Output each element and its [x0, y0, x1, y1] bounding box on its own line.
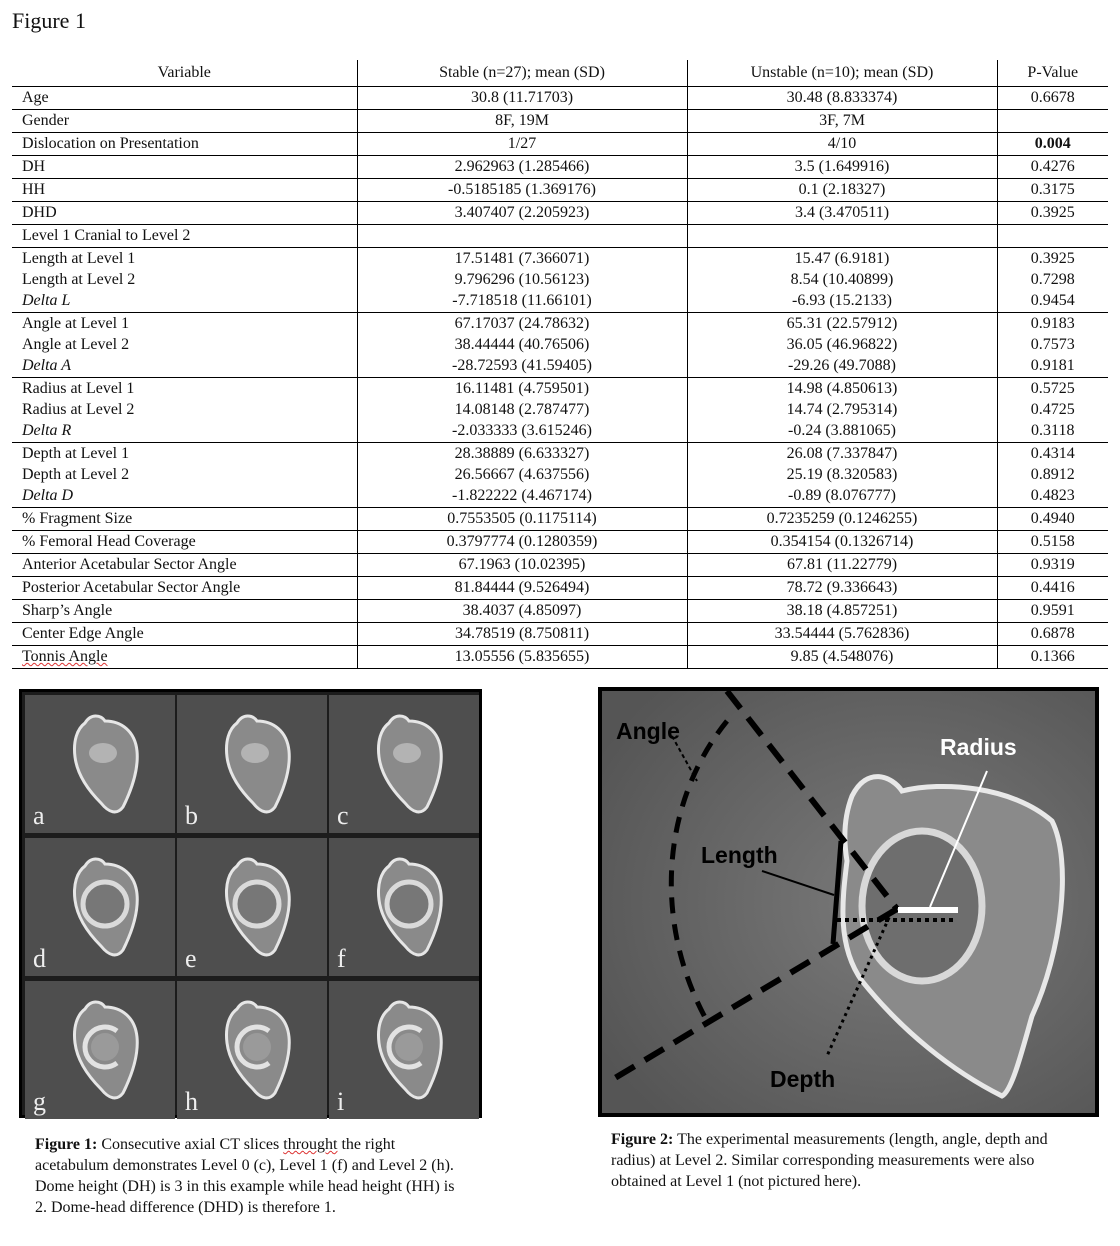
header-unstable: Unstable (n=10); mean (SD) [687, 60, 997, 87]
pvalue-cell: 0.4940 [997, 508, 1108, 531]
variable-cell: Angle at Level 1 [22, 315, 130, 332]
pvalue-cell: 0.1366 [997, 646, 1108, 669]
variable-cell: HH [12, 179, 357, 202]
ct-slice-image [329, 981, 479, 1119]
table-row [12, 485, 1108, 508]
header-variable: Variable [12, 60, 357, 87]
table-body [12, 87, 1108, 669]
header-stable: Stable (n=27); mean (SD) [357, 60, 687, 87]
variable-cell: Angle at Level 2 [22, 336, 130, 353]
header-pvalue: P-Value [997, 60, 1108, 87]
stable-cell: 81.84444 (9.526494) [357, 577, 687, 600]
variable-cell: Anterior Acetabular Sector Angle [12, 554, 357, 577]
unstable-cell: 3.5 (1.649916) [687, 156, 997, 179]
pvalue-cell: 0.9591 [997, 600, 1108, 623]
stable-cell: 16.11481 (4.759501) [357, 378, 687, 400]
stable-cell: 3.407407 (2.205923) [357, 202, 687, 225]
table-row [12, 179, 1108, 202]
stable-cell [357, 225, 687, 248]
ct-slice-image [25, 838, 175, 976]
pvalue-cell: 0.3175 [997, 179, 1108, 202]
figure1-caption-label: Figure 1: [35, 1136, 98, 1153]
figure1-caption-post: the right acetabulum demonstrates Level 0 (c), Level 1 (f) and Level 2 (h). Dome height (DH) is 3 in this example while head height (HH) is 2. Dome-head difference (DHD) is therefore 1. [35, 1136, 455, 1216]
unstable-cell: 30.48 (8.833374) [687, 87, 997, 110]
unstable-cell: 3.4 (3.470511) [687, 202, 997, 225]
table-row [12, 531, 1108, 554]
pvalue-cell: 0.9319 [997, 554, 1108, 577]
table-row [12, 290, 1108, 313]
unstable-cell: 0.7235259 (0.1246255) [687, 508, 997, 531]
stable-cell: 14.08148 (2.787477) [357, 399, 687, 420]
figure-title: Figure 1 [12, 8, 86, 33]
pvalue-cell: 0.6678 [997, 87, 1108, 110]
table-row [12, 420, 1108, 443]
pvalue-cell: 0.4416 [997, 577, 1108, 600]
table-row [12, 623, 1108, 646]
stable-cell: 26.56667 (4.637556) [357, 464, 687, 485]
ct-slice-e [177, 838, 327, 976]
ct-slice-i [329, 981, 479, 1119]
ct-slice-label: c [337, 801, 349, 830]
pvalue-cell: 0.4276 [997, 156, 1108, 179]
pvalue-cell: 0.7298 [997, 269, 1108, 290]
pvalue-cell: 0.9181 [997, 355, 1108, 378]
stable-cell: 28.38889 (6.633327) [357, 443, 687, 465]
stable-cell: 2.962963 (1.285466) [357, 156, 687, 179]
ct-slice-g [25, 981, 175, 1119]
stable-cell: 30.8 (11.71703) [357, 87, 687, 110]
variable-cell: Gender [12, 110, 357, 133]
unstable-cell: 14.98 (4.850613) [687, 378, 997, 400]
ct-slice-label: i [337, 1087, 345, 1116]
stable-cell: -2.033333 (3.615246) [357, 420, 687, 443]
table-row [12, 225, 1108, 248]
unstable-cell: 33.54444 (5.762836) [687, 623, 997, 646]
variable-cell: Depth at Level 2 [22, 466, 130, 483]
figure2-caption-text: The experimental measurements (length, angle, depth and radius) at Level 2. Similar corresponding measurements were also obtained at Level 1 (not pictured here). [611, 1131, 1048, 1190]
stable-cell: 38.4037 (4.85097) [357, 600, 687, 623]
table-row [12, 646, 1108, 669]
table-row [12, 133, 1108, 156]
ct-slice-a [25, 695, 175, 833]
results-table [12, 60, 1108, 669]
pvalue-cell: 0.7573 [997, 334, 1108, 355]
table-row [12, 378, 1108, 400]
ct-slice-label: a [33, 801, 45, 830]
pvalue-cell: 0.004 [997, 133, 1108, 156]
stable-cell: -1.822222 (4.467174) [357, 485, 687, 508]
pvalue-cell [997, 225, 1108, 248]
variable-cell: % Femoral Head Coverage [12, 531, 357, 554]
pvalue-cell: 0.4725 [997, 399, 1108, 420]
table-row [12, 334, 1108, 355]
variable-cell: Dislocation on Presentation [12, 133, 357, 156]
ct-slice-label: f [337, 944, 346, 973]
pvalue-cell: 0.3925 [997, 202, 1108, 225]
unstable-cell: 14.74 (2.795314) [687, 399, 997, 420]
figure2-measurement-image [598, 687, 1099, 1117]
pvalue-cell: 0.5158 [997, 531, 1108, 554]
pvalue-cell: 0.4823 [997, 485, 1108, 508]
table-row [12, 110, 1108, 133]
pvalue-cell: 0.9183 [997, 313, 1108, 335]
variable-cell: Level 1 Cranial to Level 2 [12, 225, 357, 248]
ct-slice-label: d [33, 944, 46, 973]
pvalue-cell: 0.3118 [997, 420, 1108, 443]
pvalue-cell: 0.6878 [997, 623, 1108, 646]
unstable-cell: 0.1 (2.18327) [687, 179, 997, 202]
unstable-cell: 15.47 (6.9181) [687, 248, 997, 270]
ct-slice-image [177, 838, 327, 976]
stable-cell: 17.51481 (7.366071) [357, 248, 687, 270]
unstable-cell: 25.19 (8.320583) [687, 464, 997, 485]
pvalue-cell: 0.9454 [997, 290, 1108, 313]
table-row [12, 577, 1108, 600]
table-row [12, 156, 1108, 179]
unstable-cell: 38.18 (4.857251) [687, 600, 997, 623]
unstable-cell: 67.81 (11.22779) [687, 554, 997, 577]
variable-cell: Depth at Level 1 [22, 445, 130, 462]
ct-slice-image [177, 981, 327, 1119]
table-row [12, 443, 1108, 465]
unstable-cell: 26.08 (7.337847) [687, 443, 997, 465]
variable-cell: Tonnis Angle [12, 646, 357, 669]
ct-slice-f [329, 838, 479, 976]
table-row [12, 87, 1108, 110]
stable-cell: 0.7553505 (0.1175114) [357, 508, 687, 531]
variable-cell: Length at Level 1 [22, 250, 136, 267]
ct-slice-label: e [185, 944, 197, 973]
figure1-caption [35, 1134, 465, 1218]
table-row [12, 600, 1108, 623]
stable-cell: -0.5185185 (1.369176) [357, 179, 687, 202]
unstable-cell: 0.354154 (0.1326714) [687, 531, 997, 554]
ct-slice-h [177, 981, 327, 1119]
angle-label: Angle [616, 718, 680, 744]
table-row [12, 508, 1108, 531]
figure2-caption-label: Figure 2: [611, 1131, 674, 1148]
unstable-cell: -0.24 (3.881065) [687, 420, 997, 443]
variable-cell: Length at Level 2 [22, 271, 136, 288]
femoral-head [862, 831, 982, 981]
variable-cell: Center Edge Angle [12, 623, 357, 646]
table-row [12, 355, 1108, 378]
variable-cell: Delta L [12, 290, 357, 313]
ct-slice-label: b [185, 801, 198, 830]
stable-cell: 34.78519 (8.750811) [357, 623, 687, 646]
table-row [12, 248, 1108, 270]
variable-cell: Delta R [12, 420, 357, 443]
figure1-caption-pre: Consecutive axial CT slices [97, 1136, 284, 1153]
stable-cell: 9.796296 (10.56123) [357, 269, 687, 290]
stable-cell: 67.17037 (24.78632) [357, 313, 687, 335]
ct-slice-label: g [33, 1087, 46, 1116]
table-header-row [12, 60, 1108, 87]
pvalue-cell [997, 110, 1108, 133]
stable-cell: 0.3797774 (0.1280359) [357, 531, 687, 554]
figure1-caption-misspelled: throught [283, 1136, 338, 1153]
stable-cell: 13.05556 (5.835655) [357, 646, 687, 669]
unstable-cell: -0.89 (8.076777) [687, 485, 997, 508]
table-row [12, 313, 1108, 335]
ct-slice-c [329, 695, 479, 833]
stable-cell: 38.44444 (40.76506) [357, 334, 687, 355]
ct-slice-b [177, 695, 327, 833]
pvalue-cell: 0.3925 [997, 248, 1108, 270]
table-row [12, 464, 1108, 485]
unstable-cell: 36.05 (46.96822) [687, 334, 997, 355]
pvalue-cell: 0.8912 [997, 464, 1108, 485]
unstable-cell: 4/10 [687, 133, 997, 156]
stable-cell: 1/27 [357, 133, 687, 156]
variable-cell: Posterior Acetabular Sector Angle [12, 577, 357, 600]
variable-cell: DHD [12, 202, 357, 225]
unstable-cell: 9.85 (4.548076) [687, 646, 997, 669]
unstable-cell: 65.31 (22.57912) [687, 313, 997, 335]
figure1-ct-grid [19, 689, 482, 1118]
figure2-drawing [602, 691, 1095, 1113]
variable-cell: DH [12, 156, 357, 179]
figure2-caption [611, 1129, 1086, 1192]
depth-label: Depth [770, 1066, 836, 1092]
variable-cell: Sharp’s Angle [12, 600, 357, 623]
variable-cell: Radius at Level 1 [22, 380, 135, 397]
stable-cell: -7.718518 (11.66101) [357, 290, 687, 313]
ct-slice-image [329, 695, 479, 833]
variable-cell: % Fragment Size [12, 508, 357, 531]
unstable-cell: -6.93 (15.2133) [687, 290, 997, 313]
stable-cell: 67.1963 (10.02395) [357, 554, 687, 577]
variable-cell: Delta D [12, 485, 357, 508]
radius-label: Radius [940, 734, 1017, 760]
stable-cell: 8F, 19M [357, 110, 687, 133]
ct-slice-image [25, 981, 175, 1119]
unstable-cell: 8.54 (10.40899) [687, 269, 997, 290]
ct-slice-image [25, 695, 175, 833]
table-row [12, 554, 1108, 577]
table-row [12, 269, 1108, 290]
pvalue-cell: 0.5725 [997, 378, 1108, 400]
table-row [12, 399, 1108, 420]
unstable-cell: 3F, 7M [687, 110, 997, 133]
ct-slice-image [177, 695, 327, 833]
ct-slice-d [25, 838, 175, 976]
variable-cell: Age [12, 87, 357, 110]
unstable-cell: -29.26 (49.7088) [687, 355, 997, 378]
unstable-cell: 78.72 (9.336643) [687, 577, 997, 600]
length-label: Length [701, 842, 778, 868]
variable-cell: Radius at Level 2 [22, 401, 135, 418]
variable-cell: Delta A [12, 355, 357, 378]
unstable-cell [687, 225, 997, 248]
ct-slice-label: h [185, 1087, 198, 1116]
ct-slice-image [329, 838, 479, 976]
pvalue-cell: 0.4314 [997, 443, 1108, 465]
table-row [12, 202, 1108, 225]
stable-cell: -28.72593 (41.59405) [357, 355, 687, 378]
